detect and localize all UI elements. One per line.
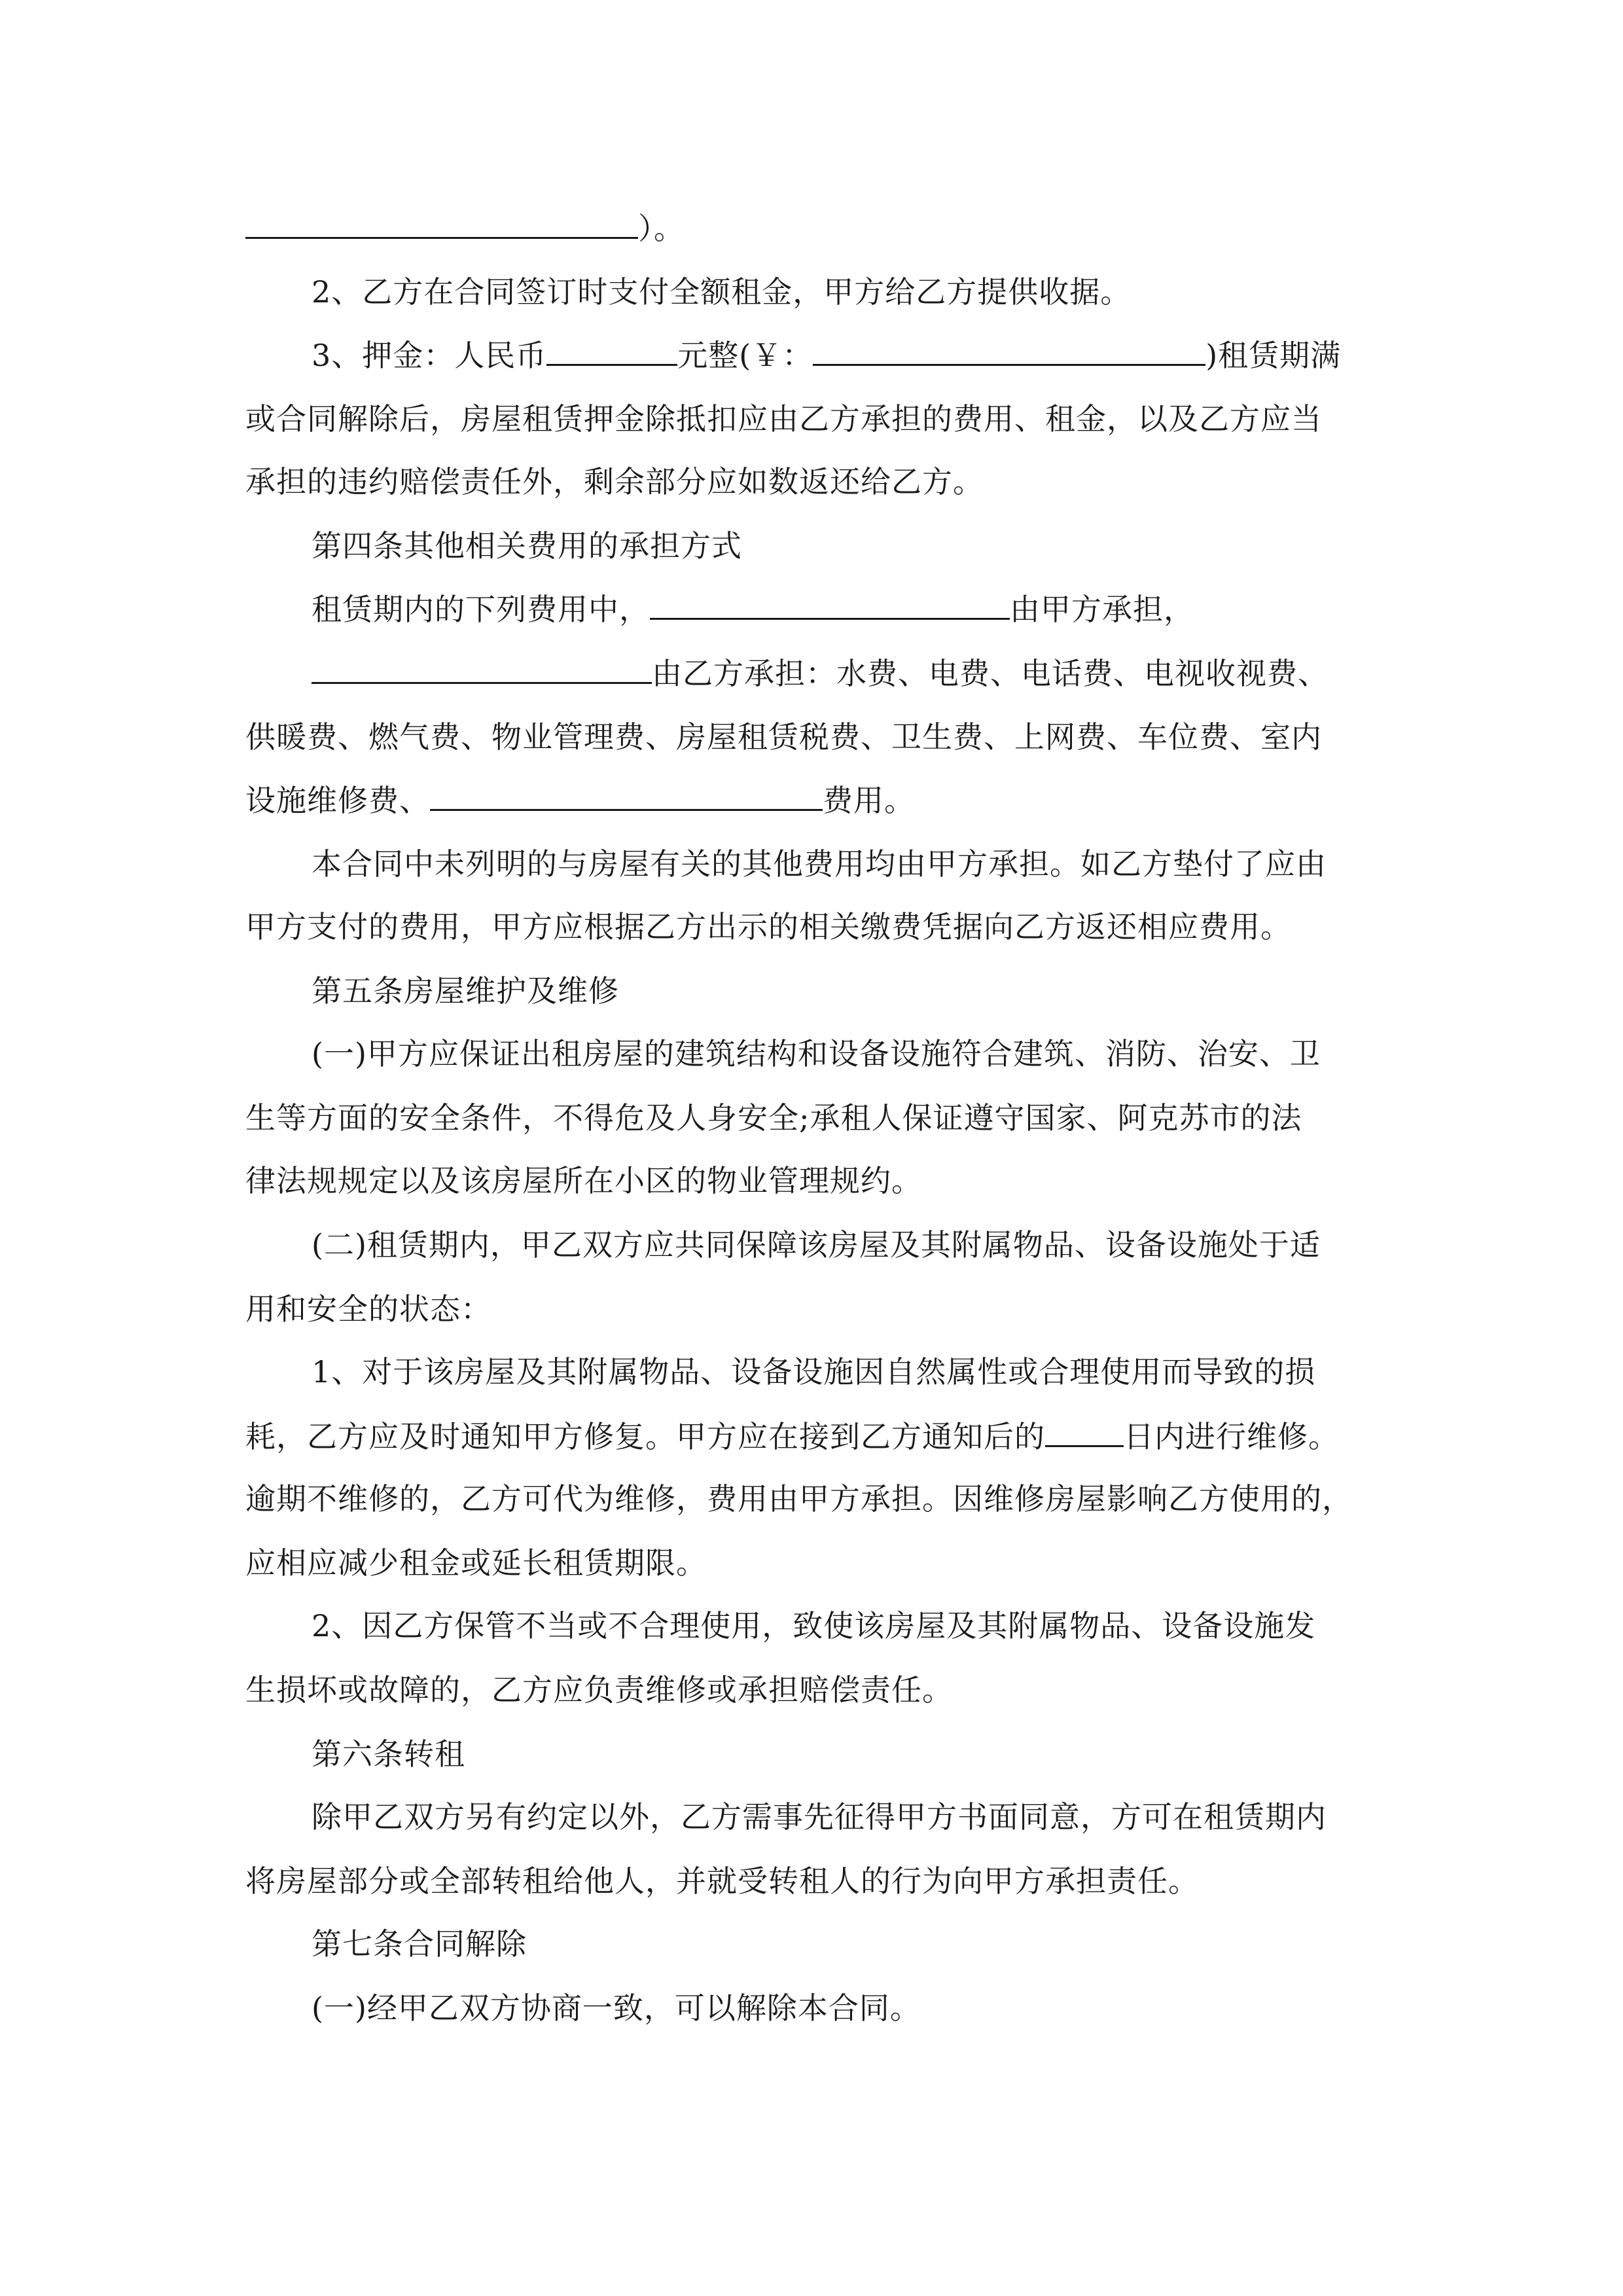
blank-field	[546, 335, 677, 366]
section-heading	[312, 1734, 465, 1774]
paragraph-line	[245, 1670, 953, 1710]
paragraph-line	[245, 1479, 1353, 1518]
section-heading	[312, 971, 619, 1011]
text-segment: 2、因乙方保管不当或不合理使用，致使该房屋及其附属物品、设备设施发	[312, 1608, 1316, 1643]
paragraph-line	[245, 1543, 707, 1583]
paragraph-line	[312, 1606, 1315, 1645]
text-segment: 承担的违约赔偿责任外，剩余部分应如数返还给乙方。	[245, 464, 984, 499]
text-segment: 元整(￥：	[677, 338, 813, 373]
paragraph-line	[245, 399, 1322, 439]
text-segment: 甲方支付的费用，甲方应根据乙方出示的相关缴费凭据向乙方返还相应费用。	[245, 909, 1291, 944]
text-segment: 1、对于该房屋及其附属物品、设备设施因自然属性或合理使用而导致的损	[312, 1354, 1316, 1390]
text-segment: 本合同中未列明的与房屋有关的其他费用均由甲方承担。如乙方垫付了应由	[312, 846, 1327, 882]
paragraph-line	[245, 1861, 1199, 1901]
section-heading	[312, 526, 742, 565]
text-segment: 将房屋部分或全部转租给他人，并就受转租人的行为向甲方承担责任。	[245, 1863, 1199, 1899]
text-segment: 设施维修费、	[245, 783, 430, 818]
paragraph-line	[312, 1352, 1315, 1391]
text-segment: 第六条转租	[312, 1736, 465, 1772]
paragraph-line	[312, 653, 1329, 693]
paragraph-line	[245, 1416, 1339, 1456]
section-heading	[312, 1924, 527, 1964]
text-segment: 生等方面的安全条件，不得危及人身安全;承租人保证遵守国家、阿克苏市的法	[245, 1100, 1302, 1136]
paragraph-line	[245, 907, 1291, 946]
text-segment: 或合同解除后，房屋租赁押金除抵扣应由乙方承担的费用、租金，以及乙方应当	[245, 401, 1322, 437]
text-segment: 应相应减少租金或延长租赁期限。	[245, 1545, 707, 1581]
paragraph-line	[245, 462, 984, 501]
paragraph-line	[245, 208, 685, 248]
text-segment: 逾期不维修的，乙方可代为维修，费用由甲方承担。因维修房屋影响乙方使用的，	[245, 1481, 1353, 1516]
blank-field	[650, 589, 1010, 620]
paragraph-line	[245, 717, 1322, 757]
text-segment: 律法规规定以及该房屋所在小区的物业管理规约。	[245, 1163, 922, 1198]
text-segment: 耗，乙方应及时通知甲方修复。甲方应在接到乙方通知后的	[245, 1419, 1045, 1454]
blank-field	[813, 335, 1205, 366]
paragraph-line	[312, 844, 1327, 884]
text-segment: (一)甲方应保证出租房屋的建筑结构和设备设施符合建筑、消防、治安、卫	[312, 1036, 1321, 1071]
text-segment: 租赁期内的下列费用中，	[312, 592, 650, 627]
paragraph-line	[245, 780, 915, 820]
text-segment: 供暖费、燃气费、物业管理费、房屋租赁税费、卫生费、上网费、车位费、室内	[245, 719, 1322, 755]
paragraph-line	[312, 1034, 1321, 1073]
blank-field	[312, 653, 652, 684]
text-segment: 由甲方承担，	[1010, 592, 1194, 627]
paragraph-line	[245, 1161, 922, 1200]
text-segment: 第四条其他相关费用的承担方式	[312, 528, 742, 564]
text-segment: 第七条合同解除	[312, 1926, 527, 1962]
text-segment: 第五条房屋维护及维修	[312, 973, 619, 1009]
paragraph-line	[245, 1289, 491, 1329]
blank-field	[1045, 1416, 1124, 1447]
text-segment: 用和安全的状态：	[245, 1291, 491, 1327]
blank-field	[245, 208, 638, 239]
text-segment: 日内进行维修。	[1124, 1419, 1339, 1454]
text-segment: 费用。	[823, 783, 915, 818]
paragraph-line	[312, 335, 1341, 375]
text-segment: 由乙方承担：水费、电费、电话费、电视收视费、	[652, 656, 1329, 691]
text-segment: 3、押金：人民币	[312, 338, 547, 373]
text-segment: ）。	[638, 211, 685, 246]
paragraph-line	[245, 1098, 1302, 1138]
paragraph-line	[312, 1988, 921, 2028]
text-segment: (一)经甲乙双方协商一致，可以解除本合同。	[312, 1990, 921, 2026]
paragraph-line	[312, 1797, 1327, 1837]
paragraph-line	[312, 589, 1194, 629]
text-segment: (二)租赁期内，甲乙双方应共同保障该房屋及其附属物品、设备设施处于适	[312, 1227, 1321, 1263]
text-segment: )租赁期满	[1205, 338, 1342, 373]
paragraph-line	[312, 1225, 1321, 1265]
text-segment: 除甲乙双方另有约定以外，乙方需事先征得甲方书面同意，方可在租赁期内	[312, 1799, 1327, 1835]
text-segment: 2、乙方在合同签订时支付全额租金，甲方给乙方提供收据。	[312, 274, 1132, 310]
blank-field	[430, 780, 823, 811]
paragraph-line	[312, 272, 1131, 312]
text-segment: 生损坏或故障的，乙方应负责维修或承担赔偿责任。	[245, 1672, 953, 1708]
